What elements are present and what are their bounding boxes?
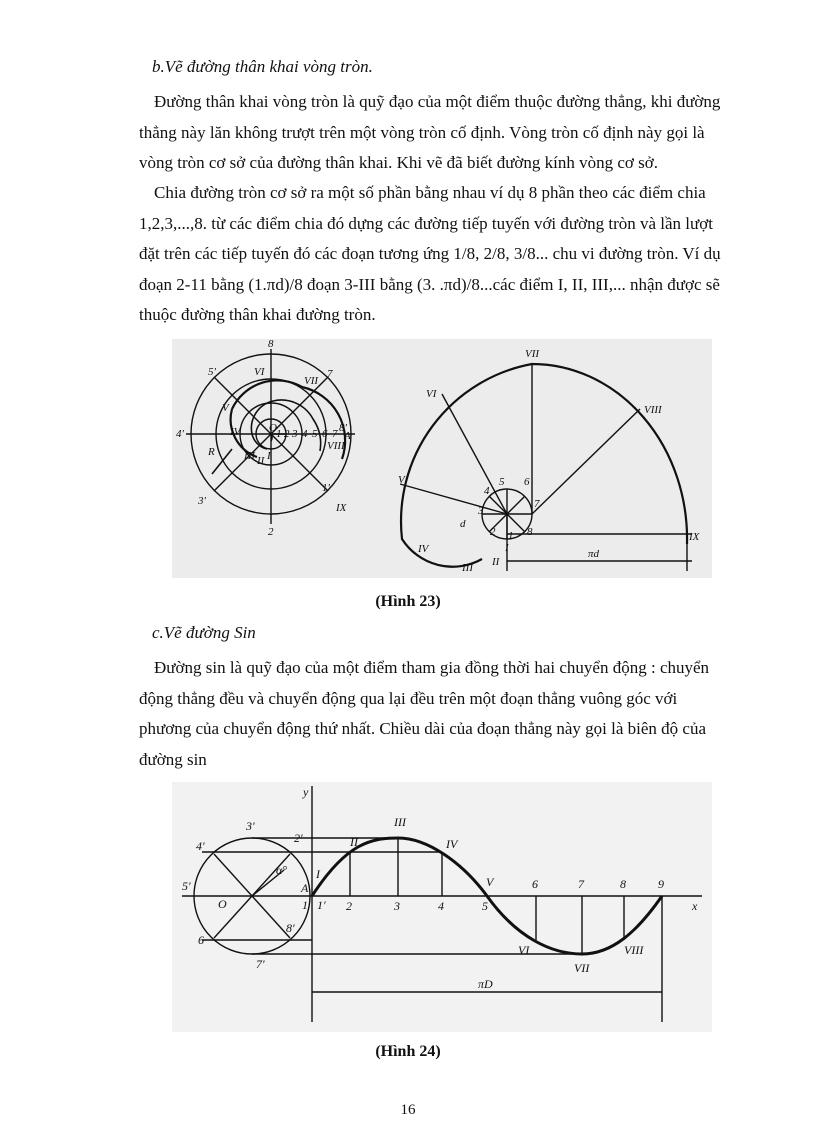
fig23-label: 7 bbox=[327, 368, 333, 380]
fig24-label: O bbox=[218, 897, 227, 911]
fig23-label: 8 bbox=[527, 526, 533, 538]
fig24-label: 3' bbox=[246, 819, 255, 833]
fig23-label: IX bbox=[336, 502, 347, 514]
fig23-label: 5' bbox=[208, 366, 216, 378]
figure-23-drawing bbox=[172, 339, 712, 578]
fig23-label: VIII bbox=[644, 404, 662, 416]
fig23-label: 5 bbox=[499, 476, 505, 488]
fig23-label: 5 bbox=[312, 428, 318, 440]
fig24-label: 7' bbox=[256, 957, 265, 971]
fig23-label: 6 bbox=[322, 428, 328, 440]
fig23-label: V bbox=[222, 402, 229, 414]
fig23-label: 2 bbox=[268, 526, 274, 538]
fig24-label: 8' bbox=[286, 921, 295, 935]
fig23-label: I bbox=[505, 542, 509, 554]
fig23-label: 4 bbox=[484, 485, 490, 497]
fig23-label: 3' bbox=[198, 495, 206, 507]
fig24-label: 4' bbox=[196, 839, 205, 853]
fig23-label: 2 bbox=[284, 428, 290, 440]
fig23-label: IX bbox=[689, 531, 700, 543]
figure-23 bbox=[172, 339, 712, 578]
fig23-label: 6 bbox=[524, 476, 530, 488]
fig24-label: 1 bbox=[302, 898, 308, 912]
fig23-label: IV bbox=[418, 543, 429, 555]
fig23-label: d bbox=[460, 518, 466, 530]
fig24-label: α° bbox=[276, 863, 288, 877]
fig23-label: 3 bbox=[478, 505, 484, 517]
fig23-label: VI bbox=[426, 388, 437, 400]
fig23-label: 8 bbox=[268, 339, 274, 350]
fig24-label: V bbox=[486, 875, 494, 889]
fig24-label: VIII bbox=[624, 943, 644, 957]
section-c-heading: c.Vẽ đường Sin bbox=[152, 623, 256, 642]
fig23-label: 4' bbox=[176, 428, 184, 440]
fig23-label: 8' bbox=[339, 422, 347, 434]
fig24-label: y bbox=[303, 785, 309, 799]
fig24-label: 9 bbox=[658, 877, 664, 891]
fig23-label: A bbox=[344, 430, 351, 442]
fig24-label: IV bbox=[446, 837, 458, 851]
fig23-label: 1 bbox=[276, 428, 282, 440]
fig23-label: V bbox=[398, 474, 405, 486]
fig24-label: 6 bbox=[532, 877, 538, 891]
fig23-label: VIII bbox=[327, 440, 345, 452]
figure-24 bbox=[172, 782, 712, 1032]
fig24-label: II bbox=[350, 835, 358, 849]
fig23-label: 4 bbox=[302, 428, 308, 440]
fig23-label: 1 bbox=[508, 530, 514, 542]
fig24-label: 5 bbox=[482, 899, 488, 913]
fig23-label: I bbox=[267, 450, 271, 462]
fig23-label: 7 bbox=[534, 498, 540, 510]
fig24-label: 4 bbox=[438, 899, 444, 913]
fig24-label: 5' bbox=[182, 879, 191, 893]
fig24-label: VI bbox=[518, 943, 530, 957]
fig23-label: IV bbox=[230, 426, 241, 438]
fig24-label: 1' bbox=[317, 898, 326, 912]
fig23-label: πd bbox=[588, 548, 600, 560]
figure-23-caption: (Hình 23) bbox=[375, 593, 441, 610]
fig23-label: II bbox=[257, 455, 265, 467]
fig24-label: 6 bbox=[198, 933, 204, 947]
fig23-label: VII bbox=[304, 375, 319, 387]
fig23-label: VI bbox=[254, 366, 265, 378]
fig24-label: A bbox=[301, 881, 309, 895]
fig23-label: 3 bbox=[292, 428, 298, 440]
fig24-label: III bbox=[394, 815, 406, 829]
fig24-label: 3 bbox=[394, 899, 400, 913]
section-b-heading: b.Vẽ đường thân khai vòng tròn. bbox=[152, 57, 373, 76]
fig23-label: III bbox=[244, 450, 255, 462]
fig23-label: O bbox=[269, 422, 277, 434]
figure-24-drawing bbox=[172, 782, 712, 1032]
fig23-label: VII bbox=[525, 348, 540, 360]
fig23-label: 1' bbox=[322, 482, 330, 494]
section-b-paragraph-1: Đường thân khai vòng tròn là quỹ đạo của một điểm thuộc đường thẳng, khi đường thẳng này lăn không trượt trên một vòng tròn cố định. Vòng tròn cố định này gọi là vòng tròn cơ sở của đường thân khai. Khi vẽ đã biết đường kính vòng cơ sở. bbox=[139, 92, 721, 172]
fig24-label: I bbox=[316, 867, 320, 881]
fig24-label: πD bbox=[478, 977, 493, 991]
fig24-label: VII bbox=[574, 961, 590, 975]
section-b-paragraph-2: Chia đường tròn cơ sở ra một số phần bằng nhau ví dụ 8 phần theo các điểm chia 1,2,3,...,8. từ các điểm chia đó dựng các đường tiếp tuyến với đường tròn và lần lượt đặt trên các tiếp tuyến đó các đoạn tương ứng 1/8, 2/8, 3/8... chu vi đường tròn. Ví dụ đoạn 2-11 bằng (1.πd)/8 đoạn 3-III bằng (3. .πd)/8...các điểm I, II, III,... nhận được sẽ thuộc đường thân khai đường tròn. bbox=[139, 183, 721, 324]
fig24-label: x bbox=[692, 899, 698, 913]
fig23-label: III bbox=[462, 562, 473, 574]
section-c-paragraph: Đường sin là quỹ đạo của một điểm tham gia đồng thời hai chuyển động : chuyển động thẳng đều và chuyển động qua lại đều trên một đoạn thẳng vuông góc với phương của chuyển động thứ nhất. Chiều dài của đoạn thẳng này gọi là biên độ của đường sin bbox=[139, 658, 710, 769]
fig24-label: 8 bbox=[620, 877, 626, 891]
figure-24-caption: (Hình 24) bbox=[375, 1043, 441, 1060]
fig23-label: 7 bbox=[332, 428, 338, 440]
fig24-label: 2 bbox=[346, 899, 352, 913]
fig24-label: 2' bbox=[294, 831, 303, 845]
fig23-label: 2 bbox=[490, 526, 496, 538]
fig24-label: 7 bbox=[578, 877, 584, 891]
fig23-label: II bbox=[492, 556, 500, 568]
page-number: 16 bbox=[400, 1102, 416, 1118]
fig23-label: R bbox=[208, 446, 215, 458]
